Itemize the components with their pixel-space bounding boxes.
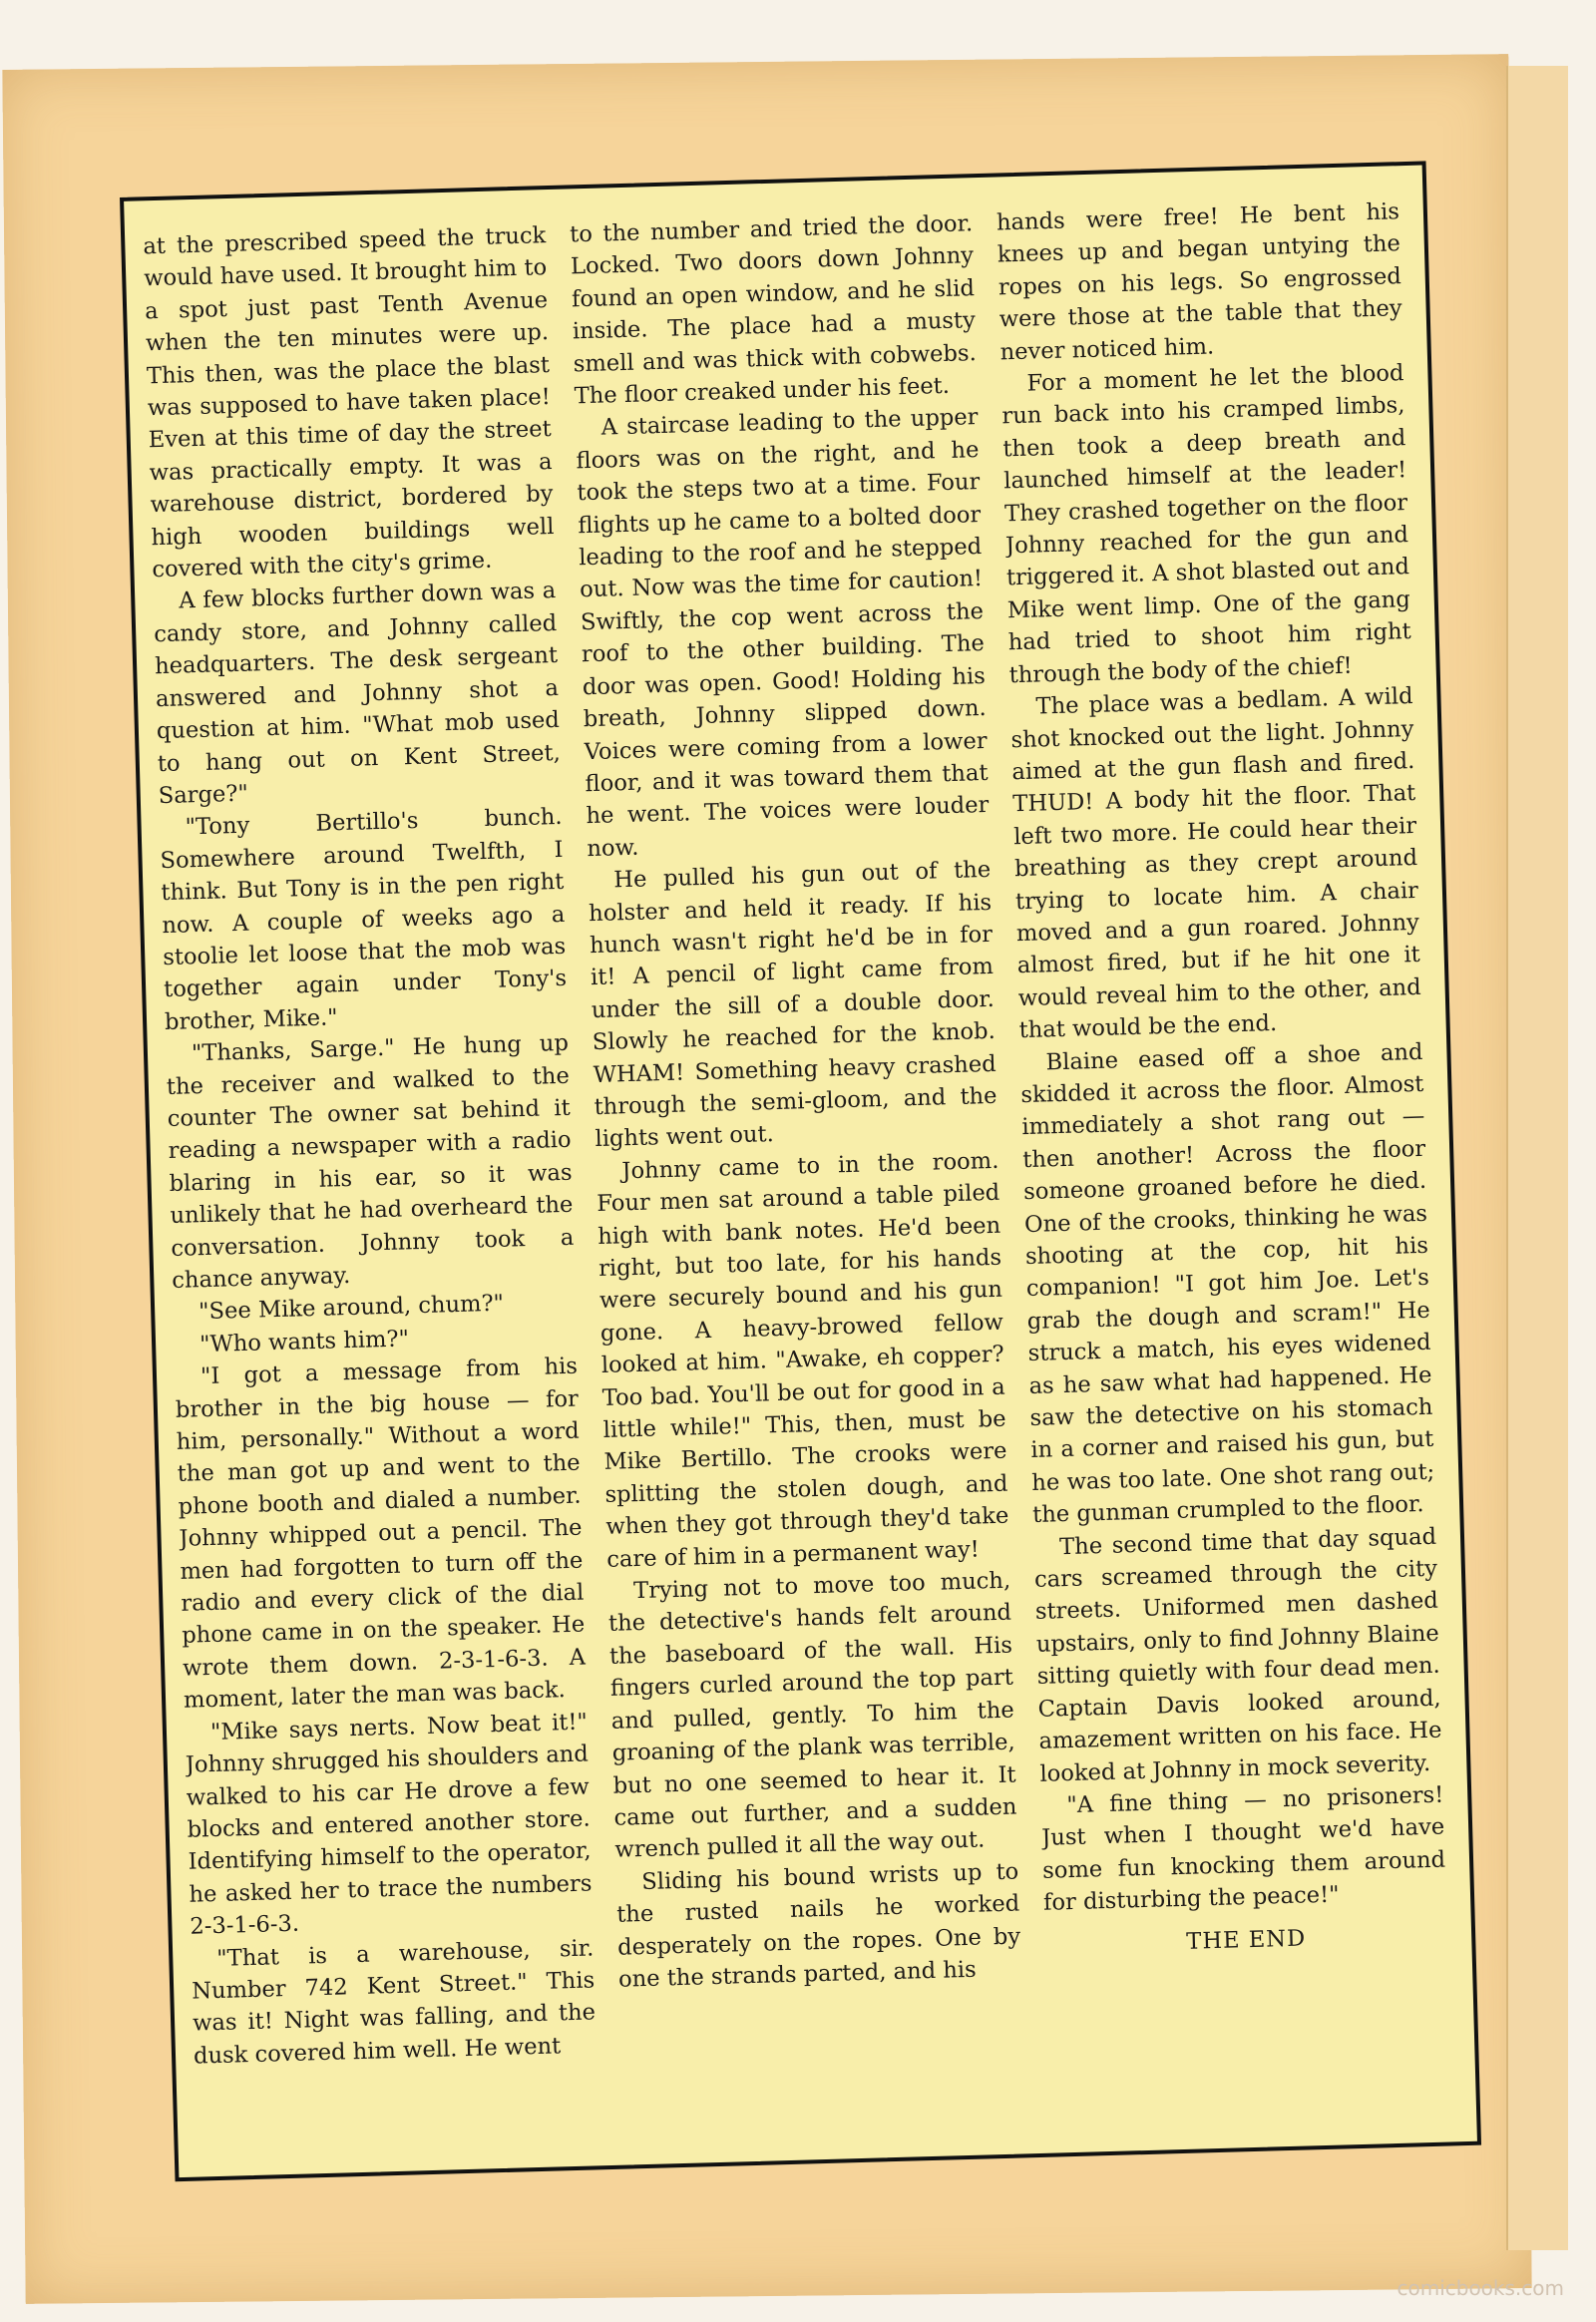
paragraph: The place was a bedlam. A wild shot knocked out the light. Johnny aimed at the gun flash and fired. THUD! A body hit the floor. That left two more. He could hear their breathing as they crept around trying to locate him. A chair moved and a gun roared. Johnny almost fired, but if he hit one it would reveal him to the other, and that would be the end. — [1010, 683, 1421, 1044]
paragraph: "That is a warehouse, sir. Number 742 Kent Street." This was it! Night was falling, and the dusk covered him well. He went — [191, 1934, 597, 2070]
paragraph: A staircase leading to the upper floors was on the right, and he took the steps two at a time. Four flights up he came to a bolted door leading to the roof and he stepped out. Now was the time for caution! Swiftly, the cop went across the roof to the other building. The door was open. Good! Holding his breath, Johnny slipped down. Voices were coming from a lower floor, and it was toward them that he went. The voices were louder now. — [576, 404, 990, 862]
paragraph: "A fine thing — no prisoners! Just when I thought we'd have some fun knocking them around for disturbing the peace!" — [1040, 1781, 1446, 1916]
paragraph: hands were free! He bent his knees up and began untying the ropes on his legs. So engrossed were those at the table that they never noticed him. — [996, 198, 1402, 366]
paragraph: Blaine eased off a shoe and skidded it across the floor. Almost immediately a shot rang out — then another! Across the floor someone groaned before he died. One of the crooks, thinking he was shooting at the cop, hit his companion! "I got him Joe. Let's grab the dough and scram!" He struck a match, his eyes widened as he saw what had happened. He saw the detective on his stomach in a corner and raised his gun, but he was too late. One shot rang out; the gunman crumpled to the floor. — [1020, 1038, 1435, 1529]
paragraph: For a moment he let the blood run back into his cramped limbs, then took a deep breath and launched himself at the leader! They crashed together on the floor Johnny reached for the gun and triggered it. A shot blasted out and Mike went limp. One of the gang had tried to shoot him right through the body of the chief! — [1001, 360, 1412, 688]
paragraph: "Who wants him?" — [199, 1326, 410, 1358]
text-column-2 — [570, 207, 1026, 2139]
paragraph: He pulled his gun out of the holster and held it ready. If his hunch wasn't right he'd be in for it! A pencil of light came from under the sill of a double door. Slowly he reached for the knob. WHAM! Something heavy crashed through the semi-gloom, and the lights went out. — [588, 857, 998, 1153]
paragraph: Johnny came to in the room. Four men sat around a table piled high with bank notes. He'd been right, but too late, for his hands were securely bound and his gun gone. A heavy-browed fellow looked at him. "Awake, eh copper? Too bad. You'll be out for good in a little while!" This, then, must be Mike Bertillo. The crooks were splitting the stolen dough, and when they got through they'd take care of him in a permanent way! — [597, 1147, 1009, 1573]
paragraph: Sliding his bound wrists up to the rusted nails he worked desperately on the ropes. One by one the strands parted, and his — [615, 1858, 1021, 1993]
text-column-1 — [143, 219, 599, 2151]
watermark: comicbooks.com — [1396, 2276, 1564, 2300]
paragraph: "I got a message from his brother in the big house — for him, personally." Without a word the man got up and went to the phone booth and dialed a number. Johnny whipped out a pencil. The men had forgotten to turn off the radio and every click of the dial phone came in on the speaker. He wrote them down. 2-3-1-6-3. A moment, later the man was back. — [175, 1353, 587, 1715]
paragraph: The second time that day squad cars screamed through the city streets. Uniformed men dashed upstairs, only to find Johnny Blaine sitting quietly with four dead men. Captain Davis looked around, amazement written on his face. He looked at Johnny in mock severity. — [1033, 1523, 1442, 1787]
paragraph: "Thanks, Sarge." He hung up the receiver and walked to the counter The owner sat behind it reading a newspaper with a radio blaring in his ear, so it was unlikely that he had overheard the conversation. Johnny took a chance anyway. — [166, 1029, 575, 1294]
paragraph: "Mike says nerts. Now beat it!" Johnny shrugged his shoulders and walked to his car He drove a few blocks and entered another store. Identifying himself to the operator, he asked her to trace the numbers 2-3-1-6-3. — [185, 1709, 593, 1940]
paragraph: "See Mike around, chum?" — [198, 1291, 505, 1326]
paragraph: Trying not to move too much, the detective's hands felt around the baseboard of the wall. His fingers curled around the top part and pulled, gently. To him the groaning of the plank was terrible, but no one seemed to hear it. It came out further, and a sudden wrench pulled it all the way out. — [607, 1567, 1017, 1864]
paragraph: A few blocks further down was a candy store, and Johnny called headquarters. The desk sergeant answered and Johnny shot a question at him. "What mob used to hang out on Kent Street, Sarge?" — [153, 578, 562, 810]
the-end-label: THE END — [1185, 1925, 1307, 1955]
paragraph: at the prescribed speed the truck would have used. It brought him to a spot just past Tenth Avenue when the ten minutes were up. This then, was the place the blast was supposed to have taken place! Even at this time of day the street was practically empty. It was a warehouse district, bordered by high wooden buildings well covered with the city's grime. — [143, 222, 555, 583]
story-text-panel — [120, 161, 1481, 2181]
text-column-3 — [997, 195, 1453, 2128]
paragraph: to the number and tried the door. Locked. Two doors down Johnny found an open window, and he slid inside. The place had a musty smell and was thick with cobwebs. The floor creaked under his feet. — [569, 210, 978, 410]
paper-edge — [1506, 66, 1568, 2250]
paragraph: "Tony Bertillo's bunch. Somewhere around Twelfth, I think. But Tony is in the pen right now. A couple of weeks ago a stoolie let loose that the mob was together again under Tony's brother, Mike." — [160, 804, 568, 1035]
